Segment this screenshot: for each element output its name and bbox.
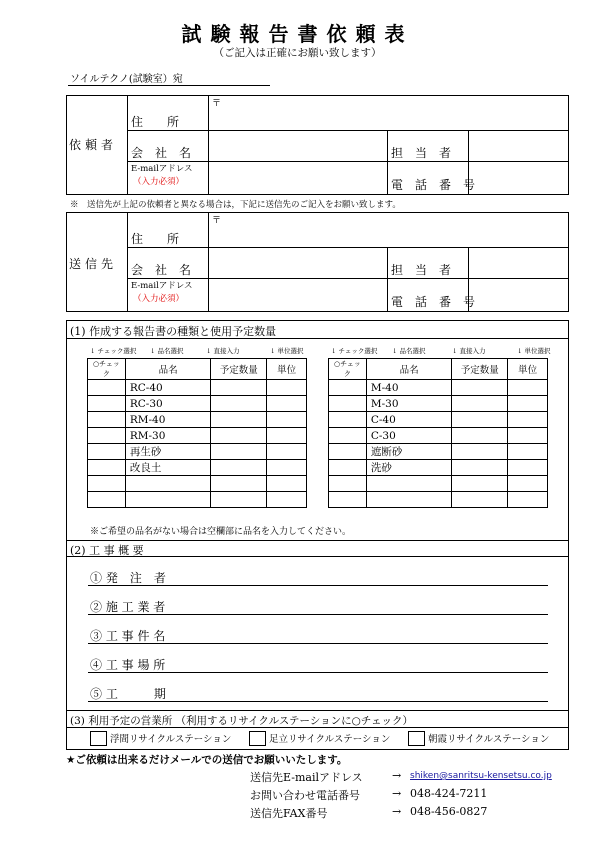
station-asaka-label: 朝霞リサイクルステーション <box>428 734 550 745</box>
item-unit-cell[interactable] <box>508 428 548 444</box>
item-name-cell[interactable]: C-30 <box>366 428 452 444</box>
sender-notice: ※ 送信先が上記の依頼者と異なる場合は，下記に送信先のご記入をお願い致します。 <box>70 200 401 210</box>
right-arrow-check: ↓ チェック選択 <box>331 347 378 355</box>
page-subtitle: （ご記入は正確にお願い致します） <box>213 47 382 59</box>
left-arrow-name: ↓ 品名選択 <box>150 347 184 355</box>
left-arrow-direct: ↓ 直接入力 <box>206 347 240 355</box>
item-qty-cell[interactable] <box>211 444 267 460</box>
footer-email-label: 送信先E-mailアドレス <box>250 771 363 784</box>
item-name-cell[interactable]: RC-40 <box>125 380 211 396</box>
item-check-cell[interactable] <box>329 444 367 460</box>
item-name-cell[interactable]: 改良土 <box>125 460 211 476</box>
footer-email-arrow: → <box>392 769 402 782</box>
right-items-table <box>328 358 548 508</box>
item-name-cell[interactable] <box>125 492 211 508</box>
section1-title: (1) 作成する報告書の種類と使用予定数量 <box>70 325 277 338</box>
item-qty-cell[interactable] <box>211 412 267 428</box>
requester-company-label: 会 社 名 <box>131 146 192 160</box>
project-item-field[interactable] <box>88 701 548 702</box>
item-check-cell[interactable] <box>88 428 126 444</box>
col-qty-header: 予定数量 <box>452 359 508 380</box>
requester-contact-label: 担 当 者 <box>391 146 452 160</box>
item-unit-cell[interactable] <box>267 444 307 460</box>
item-unit-cell[interactable] <box>508 476 548 492</box>
item-row <box>88 444 307 460</box>
item-qty-cell[interactable] <box>211 492 267 508</box>
section2-title: (2) 工 事 概 要 <box>70 544 144 557</box>
station-adachi-checkbox[interactable] <box>249 731 266 746</box>
col-check-header: ○チェック <box>329 359 367 380</box>
item-qty-cell[interactable] <box>452 412 508 428</box>
item-qty-cell[interactable] <box>211 460 267 476</box>
item-qty-cell[interactable] <box>211 428 267 444</box>
item-check-cell[interactable] <box>88 444 126 460</box>
sender-block <box>66 212 569 312</box>
requester-postal-mark: 〒 <box>212 99 222 109</box>
item-row <box>329 476 548 492</box>
item-check-cell[interactable] <box>88 476 126 492</box>
item-row <box>329 428 548 444</box>
right-arrow-name: ↓ 品名選択 <box>392 347 426 355</box>
item-name-cell[interactable]: 洗砂 <box>366 460 452 476</box>
item-unit-cell[interactable] <box>267 380 307 396</box>
item-unit-cell[interactable] <box>508 380 548 396</box>
project-item-label: ⑤ 工 期 <box>90 687 166 701</box>
sender-email-label: E-mailアドレス <box>131 281 193 291</box>
item-check-cell[interactable] <box>329 460 367 476</box>
addressee: ソイルテクノ(試験室）宛 <box>70 74 183 85</box>
item-row <box>88 412 307 428</box>
sender-address-label: 住 所 <box>131 232 180 246</box>
item-unit-cell[interactable] <box>508 492 548 508</box>
right-arrow-direct: ↓ 直接入力 <box>452 347 486 355</box>
item-name-cell[interactable]: RM-40 <box>125 412 211 428</box>
item-row <box>329 412 548 428</box>
item-check-cell[interactable] <box>329 380 367 396</box>
item-unit-cell[interactable] <box>267 396 307 412</box>
item-name-cell[interactable] <box>366 476 452 492</box>
item-check-cell[interactable] <box>329 428 367 444</box>
item-row <box>88 476 307 492</box>
item-name-cell[interactable]: C-40 <box>366 412 452 428</box>
station-asaka-checkbox[interactable] <box>408 731 425 746</box>
item-qty-cell[interactable] <box>452 380 508 396</box>
requester-block <box>66 95 569 195</box>
item-check-cell[interactable] <box>88 492 126 508</box>
item-qty-cell[interactable] <box>452 444 508 460</box>
sender-company-field[interactable] <box>209 248 386 277</box>
sender-section-label: 送信先 <box>69 257 118 271</box>
item-unit-cell[interactable] <box>267 428 307 444</box>
item-unit-cell[interactable] <box>267 460 307 476</box>
item-row <box>329 396 548 412</box>
left-arrow-unit: ↓ 単位選択 <box>270 347 304 355</box>
sender-contact-label: 担 当 者 <box>391 263 452 277</box>
item-check-cell[interactable] <box>88 380 126 396</box>
item-name-cell[interactable] <box>125 476 211 492</box>
item-name-cell[interactable] <box>366 492 452 508</box>
item-row <box>88 492 307 508</box>
requester-email-label: E-mailアドレス <box>131 164 193 174</box>
item-qty-cell[interactable] <box>211 380 267 396</box>
footer-fax-label: 送信先FAX番号 <box>250 807 328 820</box>
col-qty-header: 予定数量 <box>211 359 267 380</box>
requester-address-field[interactable] <box>209 98 567 129</box>
right-arrow-unit: ↓ 単位選択 <box>517 347 551 355</box>
item-check-cell[interactable] <box>88 396 126 412</box>
project-item-field[interactable] <box>88 672 548 673</box>
requester-phone-label: 電 話 番 号 <box>391 178 476 192</box>
left-arrow-check: ↓ チェック選択 <box>90 347 137 355</box>
sender-phone-field[interactable] <box>469 279 567 310</box>
item-unit-cell[interactable] <box>508 396 548 412</box>
station-ukima-checkbox[interactable] <box>90 731 107 746</box>
item-row <box>88 396 307 412</box>
sender-phone-label: 電 話 番 号 <box>391 295 476 309</box>
footer-email-link[interactable]: shiken@sanritsu-kensetsu.co.jp <box>410 771 552 781</box>
item-name-cell[interactable]: RM-30 <box>125 428 211 444</box>
project-item-label: ③ 工 事 件 名 <box>90 629 166 643</box>
page-title: 試験報告書依頼表 <box>181 22 414 46</box>
item-qty-cell[interactable] <box>452 460 508 476</box>
col-unit-header: 単位 <box>508 359 548 380</box>
item-check-cell[interactable] <box>329 396 367 412</box>
item-qty-cell[interactable] <box>452 492 508 508</box>
item-row <box>329 444 548 460</box>
project-item-label: ② 施 工 業 者 <box>90 600 166 614</box>
col-name-header: 品名 <box>366 359 452 380</box>
item-row <box>88 380 307 396</box>
sender-email-required: （入力必須） <box>133 294 185 304</box>
footer-phone-arrow: → <box>392 787 402 800</box>
item-qty-cell[interactable] <box>452 396 508 412</box>
item-qty-cell[interactable] <box>452 428 508 444</box>
requester-email-required: （入力必須） <box>133 177 185 187</box>
item-name-cell[interactable]: 再生砂 <box>125 444 211 460</box>
item-row <box>329 460 548 476</box>
col-name-header: 品名 <box>125 359 211 380</box>
item-check-cell[interactable] <box>88 412 126 428</box>
project-item-label: ① 発 注 者 <box>90 571 166 585</box>
col-check-header: ○チェック <box>88 359 126 380</box>
footer-phone-value: 048-424-7211 <box>410 787 488 800</box>
sender-address-field[interactable] <box>209 215 567 246</box>
sender-email-field[interactable] <box>209 279 386 310</box>
requester-contact-field[interactable] <box>469 131 567 160</box>
sender-company-label: 会 社 名 <box>131 263 192 277</box>
project-item-field[interactable] <box>88 585 548 586</box>
footer-phone-label: お問い合わせ電話番号 <box>250 789 360 802</box>
item-name-cell[interactable]: 遮断砂 <box>366 444 452 460</box>
footer-request: ★ご依頼は出来るだけメールでの送信でお願いいたします。 <box>66 754 348 766</box>
requester-address-label: 住 所 <box>131 115 180 129</box>
requester-email-field[interactable] <box>209 162 386 193</box>
item-row <box>329 492 548 508</box>
requester-phone-field[interactable] <box>469 162 567 193</box>
item-check-cell[interactable] <box>329 412 367 428</box>
section3-title: (3) 利用予定の営業所 （利用するリサイクルステーションに○チェック） <box>70 715 413 727</box>
item-check-cell[interactable] <box>88 460 126 476</box>
item-check-cell[interactable] <box>329 492 367 508</box>
station-adachi-label: 足立リサイクルステーション <box>269 734 391 745</box>
footer-fax-arrow: → <box>392 805 402 818</box>
requester-company-field[interactable] <box>209 131 386 160</box>
addressee-underline <box>68 85 270 86</box>
item-row <box>88 428 307 444</box>
item-row <box>88 460 307 476</box>
item-unit-cell[interactable] <box>267 412 307 428</box>
col-unit-header: 単位 <box>267 359 307 380</box>
item-unit-cell[interactable] <box>508 412 548 428</box>
project-item-field[interactable] <box>88 614 548 615</box>
item-unit-cell[interactable] <box>508 460 548 476</box>
footer-fax-value: 048-456-0827 <box>410 805 488 818</box>
station-ukima-label: 浮間リサイクルステーション <box>110 734 232 745</box>
item-unit-cell[interactable] <box>267 476 307 492</box>
project-item-field[interactable] <box>88 643 548 644</box>
sender-postal-mark: 〒 <box>212 216 222 226</box>
item-qty-cell[interactable] <box>211 396 267 412</box>
section1-note: ※ご希望の品名がない場合は空欄部に品名を入力してください。 <box>90 527 352 537</box>
requester-section-label: 依頼者 <box>69 138 118 152</box>
project-item-label: ④ 工 事 場 所 <box>90 658 166 672</box>
left-items-table <box>87 358 307 508</box>
item-name-cell[interactable]: M-40 <box>366 380 452 396</box>
sender-contact-field[interactable] <box>469 248 567 277</box>
item-check-cell[interactable] <box>329 476 367 492</box>
item-unit-cell[interactable] <box>267 492 307 508</box>
item-qty-cell[interactable] <box>452 476 508 492</box>
item-name-cell[interactable]: RC-30 <box>125 396 211 412</box>
item-unit-cell[interactable] <box>508 444 548 460</box>
item-row <box>329 380 548 396</box>
item-qty-cell[interactable] <box>211 476 267 492</box>
item-name-cell[interactable]: M-30 <box>366 396 452 412</box>
